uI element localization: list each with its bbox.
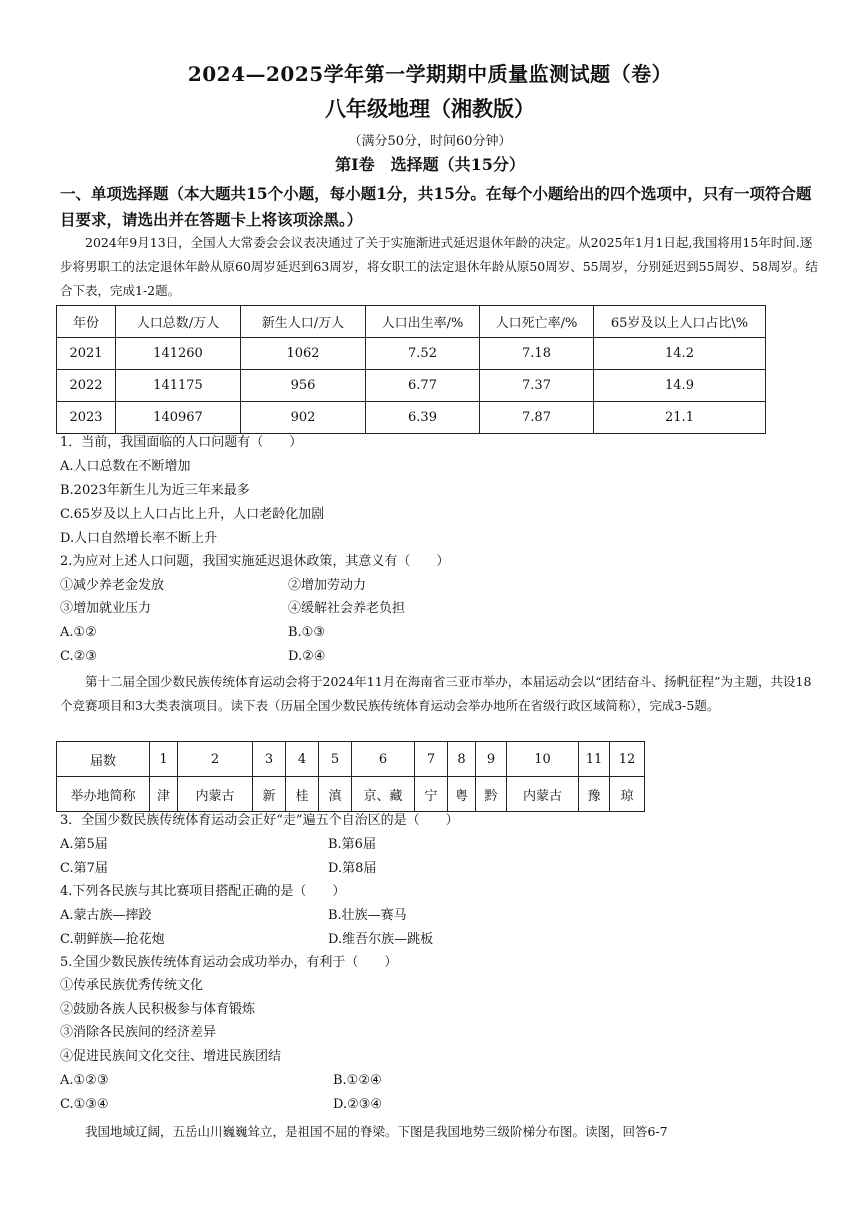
- host-table: [56, 741, 645, 812]
- q1-option-a[interactable]: A.人口总数在不断增加: [60, 459, 191, 474]
- edition-cell: 3: [253, 742, 286, 777]
- section-instruction: 一、单项选择题（本大题共15个小题，每小题1分，共15分。在每个小题给出的四个选项中，只有一项符合题目要求，请选出并在答题卡上将该项涂黑。）: [60, 184, 812, 229]
- table-cell: 14.9: [594, 370, 766, 402]
- q2-option-a[interactable]: A.①②: [60, 625, 97, 640]
- edition-cell: 7: [415, 742, 448, 777]
- table-header-cell: 人口出生率/%: [366, 306, 480, 338]
- edition-cell: 10: [507, 742, 579, 777]
- host-cell: 京、藏: [352, 777, 415, 812]
- q2-option-d[interactable]: D.②④: [288, 649, 326, 664]
- host-cell: 新: [253, 777, 286, 812]
- table-cell: 956: [241, 370, 366, 402]
- q4-stem: 4.下列各民族与其比赛项目搭配正确的是（ ）: [60, 884, 346, 899]
- row-label: 举办地简称: [57, 777, 150, 812]
- table-header-cell: 人口总数/万人: [116, 306, 241, 338]
- edition-row: [57, 742, 645, 777]
- edition-cell: 2: [178, 742, 253, 777]
- table-cell: 7.18: [480, 338, 594, 370]
- table-cell: 2021: [57, 338, 116, 370]
- table-header-cell: 65岁及以上人口占比\%: [594, 306, 766, 338]
- q4-option-a[interactable]: A.蒙古族—摔跤: [60, 908, 152, 923]
- q1-option-d[interactable]: D.人口自然增长率不断上升: [60, 531, 218, 546]
- table-cell: 140967: [116, 402, 241, 434]
- exam-subtitle: 八年级地理（湘教版）: [325, 96, 535, 121]
- q1-option-b[interactable]: B.2023年新生儿为近三年来最多: [60, 483, 250, 498]
- table-row: [57, 338, 766, 370]
- q4-option-d[interactable]: D.维吾尔族—跳板: [328, 932, 434, 947]
- table-cell: 7.52: [366, 338, 480, 370]
- passage-sports-meeting: 第十二届全国少数民族传统体育运动会将于2024年11月在海南省三亚市举办，本届运动会以“团结奋斗、扬帆征程”为主题，共设18个竞赛项目和3大类表演项目。读下表（历届全国少数民族传统体育运动会举办地所在省级行政区域简称），完成3-5题。: [60, 674, 812, 713]
- q3-option-b[interactable]: B.第6届: [328, 837, 376, 852]
- q5-item-4: ④促进民族间文化交往、增进民族团结: [60, 1049, 282, 1064]
- q5-item-1: ①传承民族优秀传统文化: [60, 978, 204, 993]
- q3-option-a[interactable]: A.第5届: [60, 837, 108, 852]
- q4-option-b[interactable]: B.壮族—赛马: [328, 908, 407, 923]
- q5-stem: 5.全国少数民族传统体育运动会成功举办，有利于（ ）: [60, 955, 398, 970]
- host-cell: 宁: [415, 777, 448, 812]
- population-table: [56, 305, 766, 434]
- table-cell: 7.87: [480, 402, 594, 434]
- table-header-cell: 年份: [57, 306, 116, 338]
- table-header-cell: 人口死亡率/%: [480, 306, 594, 338]
- q2-option-b[interactable]: B.①③: [288, 625, 325, 640]
- q2-item-4: ④缓解社会养老负担: [288, 601, 406, 616]
- q3-option-d[interactable]: D.第8届: [328, 861, 377, 876]
- table-cell: 21.1: [594, 402, 766, 434]
- exam-meta: （满分50分，时间60分钟）: [348, 134, 512, 149]
- q5-option-d[interactable]: D.②③④: [333, 1097, 383, 1112]
- q1-option-c[interactable]: C.65岁及以上人口占比上升，人口老龄化加剧: [60, 507, 325, 522]
- q5-option-a[interactable]: A.①②③: [60, 1073, 109, 1088]
- q2-item-3: ③增加就业压力: [60, 601, 152, 616]
- edition-cell: 8: [448, 742, 476, 777]
- q3-option-c[interactable]: C.第7届: [60, 861, 108, 876]
- table-row: [57, 402, 766, 434]
- host-row: [57, 777, 645, 812]
- q2-item-2: ②增加劳动力: [288, 578, 367, 593]
- passage-retirement: 2024年9月13日，全国人大常委会会议表决通过了关于实施渐进式延迟退休年龄的决定。从2025年1月1日起,我国将用15年时间.逐步将男职工的法定退休年龄从原60周岁延迟到63周岁，将女职工的法定退休年龄从原50周岁、55周岁，分别延迟到55周岁、58周岁。结合下表，完成1-2题。: [60, 235, 818, 298]
- edition-cell: 11: [579, 742, 610, 777]
- part-heading: 第Ⅰ卷 选择题（共15分）: [335, 155, 525, 174]
- q4-option-c[interactable]: C.朝鲜族—抢花炮: [60, 932, 165, 947]
- exam-title: 2024—2025学年第一学期期中质量监测试题（卷）: [187, 62, 673, 86]
- table-cell: 14.2: [594, 338, 766, 370]
- table-cell: 141260: [116, 338, 241, 370]
- table-cell: 902: [241, 402, 366, 434]
- table-header-cell: 新生人口/万人: [241, 306, 366, 338]
- table-cell: 141175: [116, 370, 241, 402]
- table-cell: 6.77: [366, 370, 480, 402]
- edition-cell: 9: [476, 742, 507, 777]
- q1-stem: 1．当前，我国面临的人口问题有（ ）: [60, 435, 303, 450]
- q2-item-1: ①减少养老金发放: [60, 578, 165, 593]
- q3-stem: 3．全国少数民族传统体育运动会正好“走”遍五个自治区的是（ ）: [60, 813, 459, 828]
- table-cell: 2023: [57, 402, 116, 434]
- table-cell: 2022: [57, 370, 116, 402]
- q5-option-c[interactable]: C.①③④: [60, 1097, 109, 1112]
- host-cell: 滇: [319, 777, 352, 812]
- host-cell: 黔: [476, 777, 507, 812]
- edition-cell: 12: [610, 742, 645, 777]
- table-header-row: [57, 306, 766, 338]
- table-cell: 6.39: [366, 402, 480, 434]
- table-row: [57, 370, 766, 402]
- row-label: 届数: [57, 742, 150, 777]
- host-cell: 内蒙古: [178, 777, 253, 812]
- q2-option-c[interactable]: C.②③: [60, 649, 97, 664]
- edition-cell: 4: [286, 742, 319, 777]
- host-cell: 粤: [448, 777, 476, 812]
- q5-item-2: ②鼓励各族人民积极参与体育锻炼: [60, 1002, 256, 1017]
- host-cell: 琼: [610, 777, 645, 812]
- table-cell: 1062: [241, 338, 366, 370]
- edition-cell: 5: [319, 742, 352, 777]
- host-cell: 津: [150, 777, 178, 812]
- passage-terrain: 我国地域辽阔，五岳山川巍巍耸立，是祖国不屈的脊梁。下图是我国地势三级阶梯分布图。读图，回答6-7: [85, 1124, 668, 1139]
- edition-cell: 1: [150, 742, 178, 777]
- q2-stem: 2.为应对上述人口问题，我国实施延迟退休政策，其意义有（ ）: [60, 554, 450, 569]
- q5-option-b[interactable]: B.①②④: [333, 1073, 382, 1088]
- table-cell: 7.37: [480, 370, 594, 402]
- host-cell: 内蒙古: [507, 777, 579, 812]
- host-cell: 桂: [286, 777, 319, 812]
- q5-item-3: ③消除各民族间的经济差异: [60, 1025, 217, 1040]
- host-cell: 豫: [579, 777, 610, 812]
- edition-cell: 6: [352, 742, 415, 777]
